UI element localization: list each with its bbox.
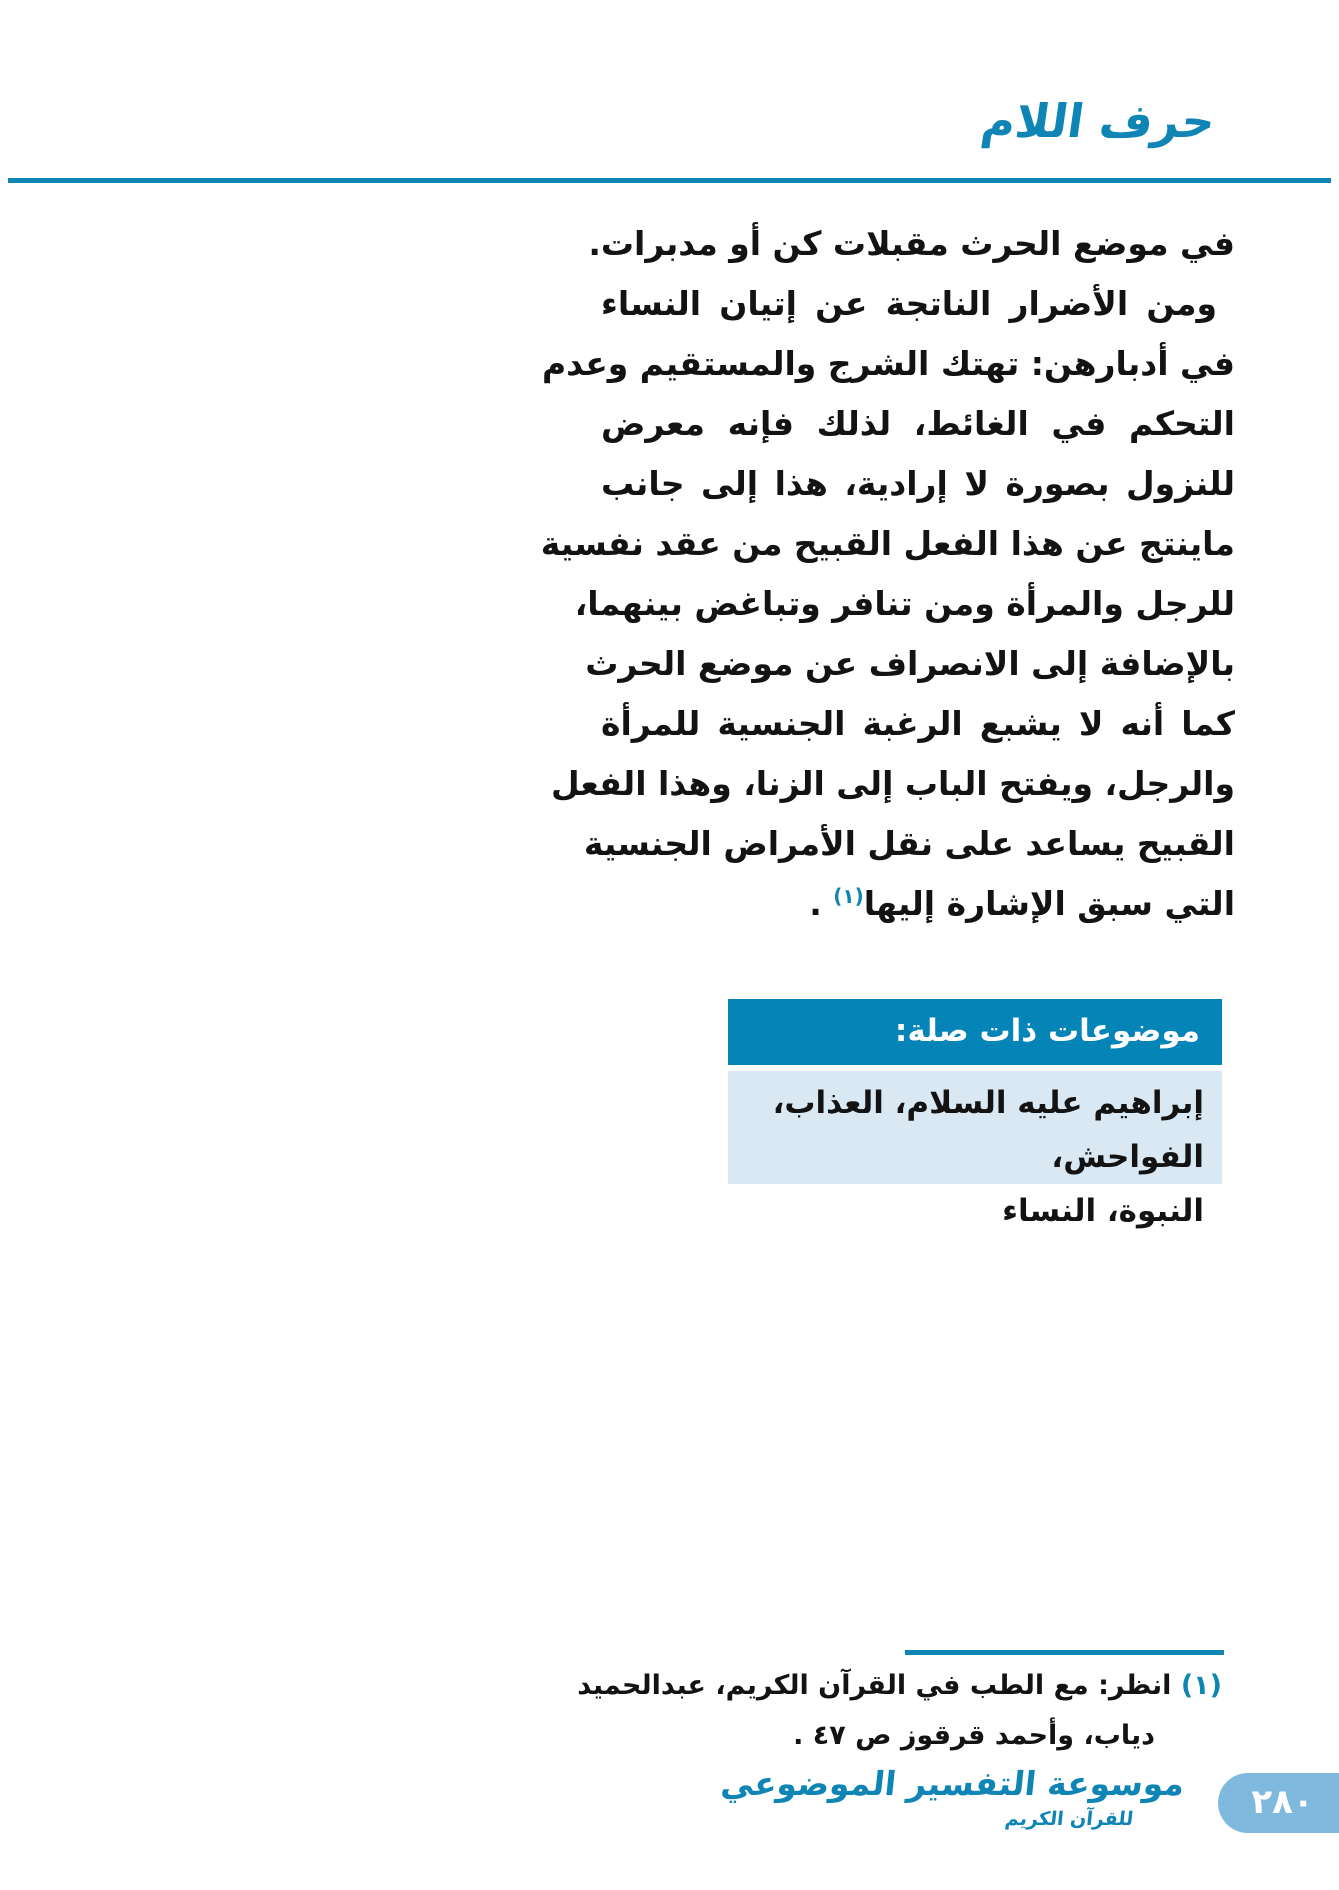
body-line: بالإضافة إلى الانصراف عن موضع الحرث	[585, 644, 1235, 683]
related-topics-body	[728, 1071, 1222, 1229]
body-line: كما أنه لا يشبع الرغبة الجنسية للمرأة	[601, 704, 1235, 743]
body-line: ماينتج عن هذا الفعل القبيح من عقد نفسية	[540, 524, 1235, 563]
body-line: للرجل والمرأة ومن تنافر وتباغض بينهما،	[574, 584, 1235, 623]
header-divider	[8, 178, 1331, 183]
related-topics-line: النبوة، النساء	[1002, 1193, 1204, 1229]
related-topics-line: إبراهيم عليه السلام، العذاب، الفواحش،	[772, 1085, 1204, 1175]
body-line: ومن الأضرار الناتجة عن إتيان النساء	[601, 284, 1217, 323]
footnote-text: انظر: مع الطب في القرآن الكريم، عبدالحميد	[577, 1670, 1172, 1701]
footnote	[577, 1662, 1222, 1710]
body-line-period: .	[809, 884, 834, 923]
body-line: القبيح يساعد على نقل الأمراض الجنسية	[583, 824, 1235, 863]
body-line: في موضع الحرث مقبلات كن أو مدبرات.	[588, 224, 1235, 263]
body-line-text: التي سبق الإشارة إليها	[863, 884, 1235, 923]
body-line: في أدبارهن: تهتك الشرج والمستقيم وعدم	[542, 344, 1235, 383]
footnote-divider	[905, 1650, 1224, 1655]
body-line: والرجل، ويفتح الباب إلى الزنا، وهذا الفعل	[550, 764, 1235, 803]
footnote-continuation: دياب، وأحمد قرقوز ص ٤٧ .	[793, 1720, 1155, 1751]
body-line	[601, 874, 1235, 934]
chapter-letter-heading: حرف اللام	[978, 94, 1219, 148]
publisher-logo-subtitle: للقرآن الكريم	[1003, 1808, 1135, 1830]
body-line: للنزول بصورة لا إرادية، هذا إلى جانب	[601, 464, 1235, 503]
related-topics-header: موضوعات ذات صلة:	[728, 999, 1222, 1065]
publisher-logo	[719, 1762, 1187, 1832]
article-text	[540, 214, 1235, 934]
publisher-logo-title: موسوعة التفسير الموضوعي	[719, 1764, 1187, 1803]
footnote-marker: (١)	[1180, 1670, 1222, 1701]
body-line: التحكم في الغائط، لذلك فإنه معرض	[601, 404, 1235, 443]
page-number-badge: ٢٨٠	[1218, 1773, 1339, 1833]
footnote-reference: (١)	[833, 884, 864, 908]
